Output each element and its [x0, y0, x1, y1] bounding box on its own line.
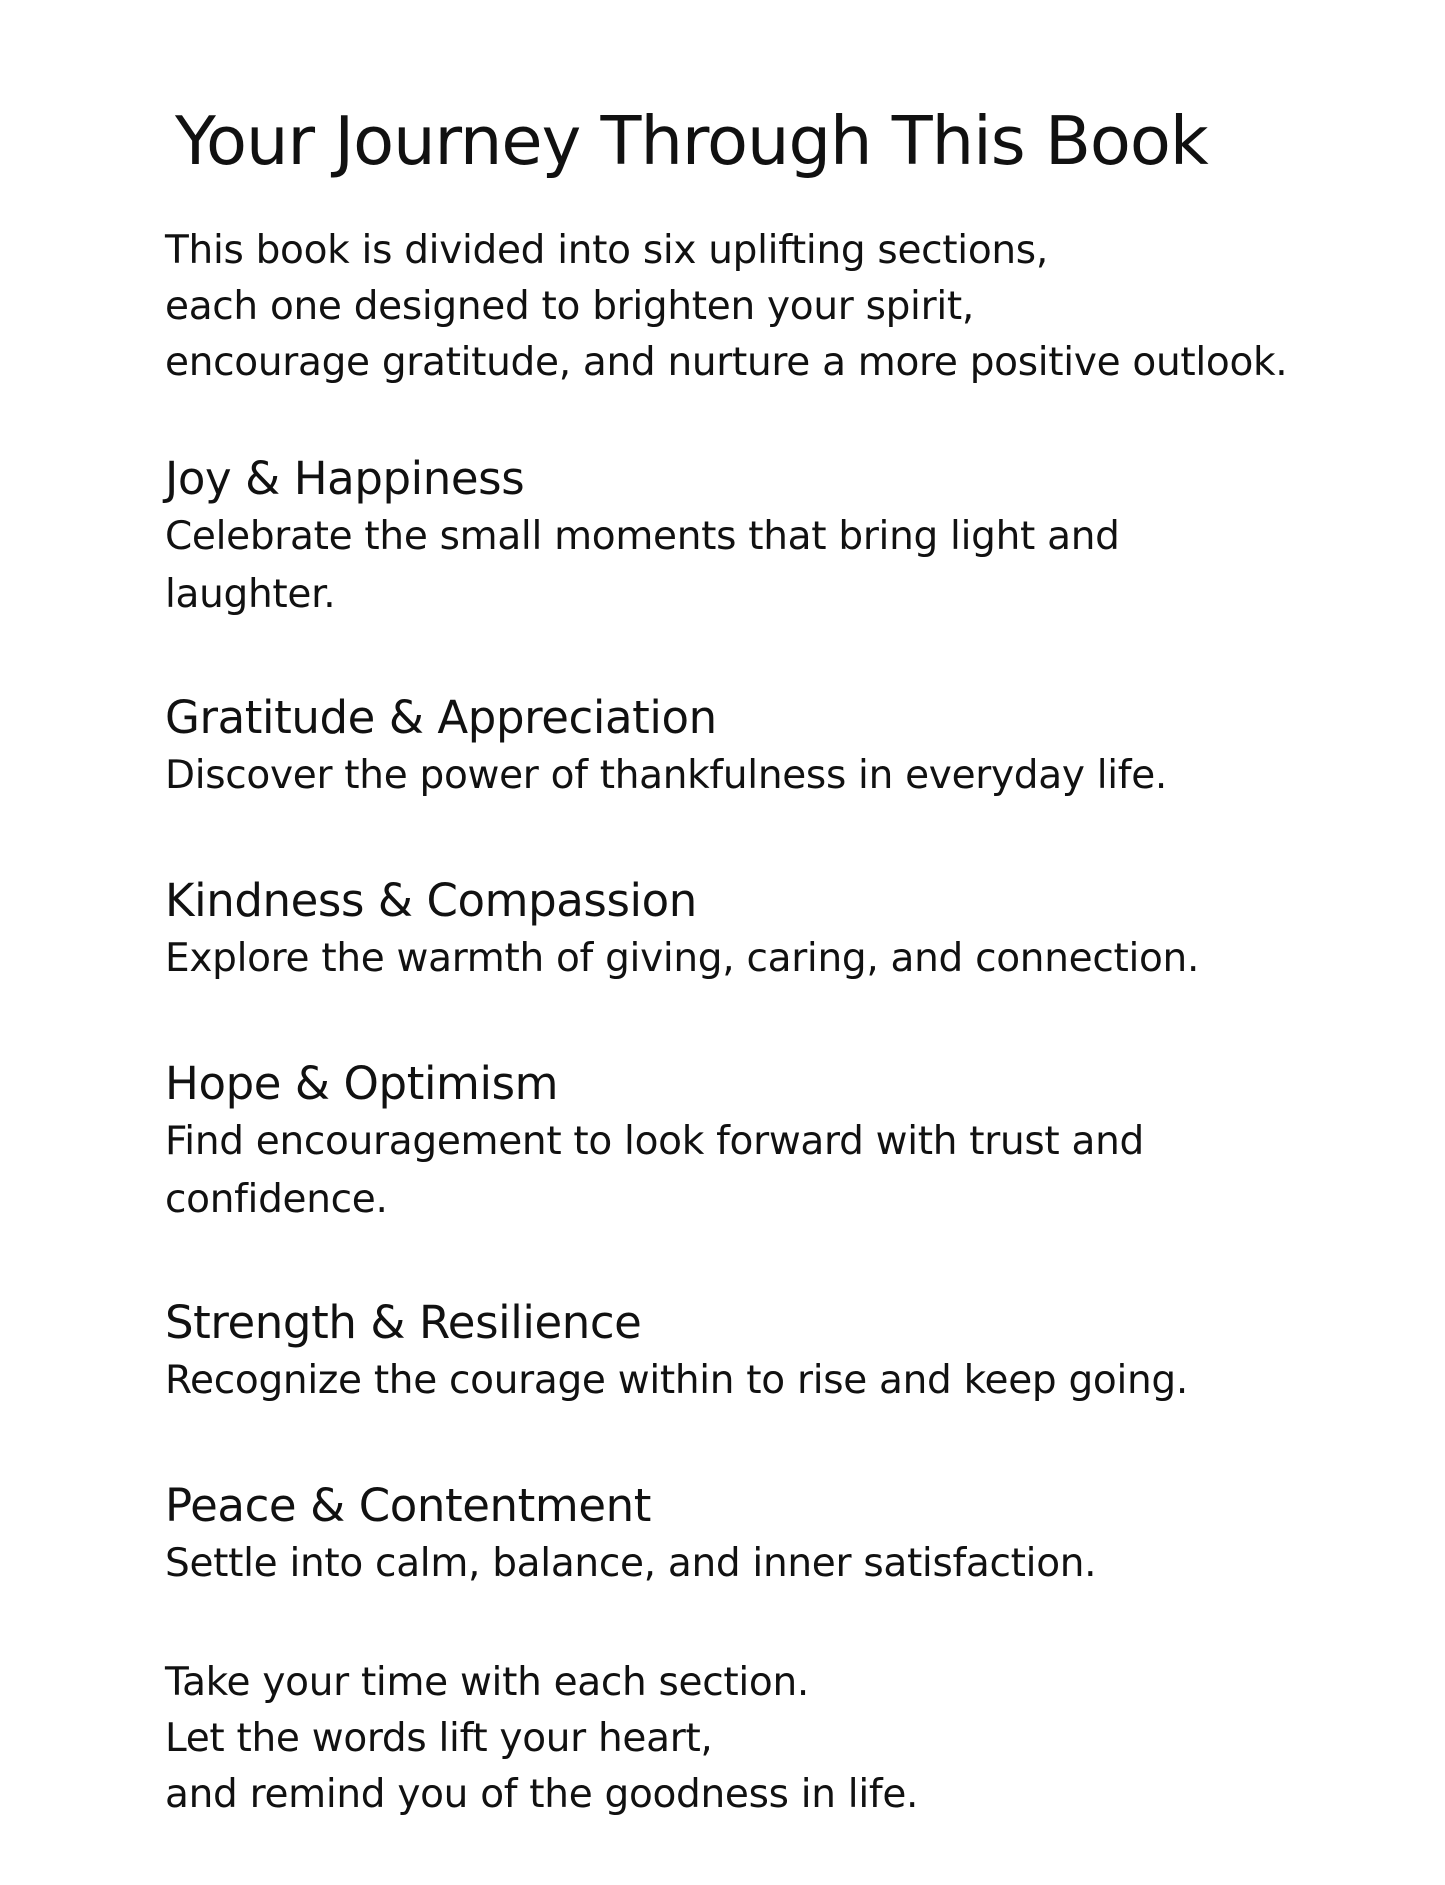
section-heading: Peace & Contentment — [165, 1479, 651, 1532]
section-description-line: Settle into calm, balance, and inner satisfaction. — [165, 1541, 1097, 1586]
section-hope-optimism — [165, 1055, 1325, 1229]
section-description-line: Celebrate the small moments that bring light and — [165, 514, 1120, 559]
section-description-line: Explore the warmth of giving, caring, and connection. — [165, 936, 1200, 981]
section-description-line: Find encouragement to look forward with trust and — [165, 1119, 1144, 1164]
section-peace-contentment — [165, 1477, 1325, 1593]
closing-line: and remind you of the goodness in life. — [165, 1772, 919, 1817]
section-strength-resilience — [165, 1294, 1325, 1410]
section-description-line: Discover the power of thankfulness in everyday life. — [165, 753, 1168, 798]
intro-line: each one designed to brighten your spirit, — [165, 284, 974, 329]
section-kindness-compassion — [165, 872, 1325, 988]
section-heading: Gratitude & Appreciation — [165, 691, 717, 744]
section-gratitude-appreciation — [165, 689, 1325, 805]
closing-paragraph — [165, 1655, 1325, 1823]
page-title: Your Journey Through This Book — [175, 102, 1208, 180]
section-heading: Hope & Optimism — [165, 1057, 559, 1110]
intro-line: encourage gratitude, and nurture a more positive outlook. — [165, 340, 1288, 385]
closing-line: Let the words lift your heart, — [165, 1716, 713, 1761]
section-heading: Strength & Resilience — [165, 1296, 642, 1349]
section-description-line: laughter. — [165, 572, 336, 617]
section-heading: Kindness & Compassion — [165, 874, 697, 927]
section-joy-happiness — [165, 450, 1325, 624]
closing-line: Take your time with each section. — [165, 1660, 809, 1705]
section-description-line: confidence. — [165, 1177, 388, 1222]
intro-paragraph — [165, 223, 1325, 391]
section-description-line: Recognize the courage within to rise and keep going. — [165, 1358, 1188, 1403]
section-heading: Joy & Happiness — [165, 452, 525, 505]
intro-line: This book is divided into six uplifting sections, — [165, 228, 1048, 273]
